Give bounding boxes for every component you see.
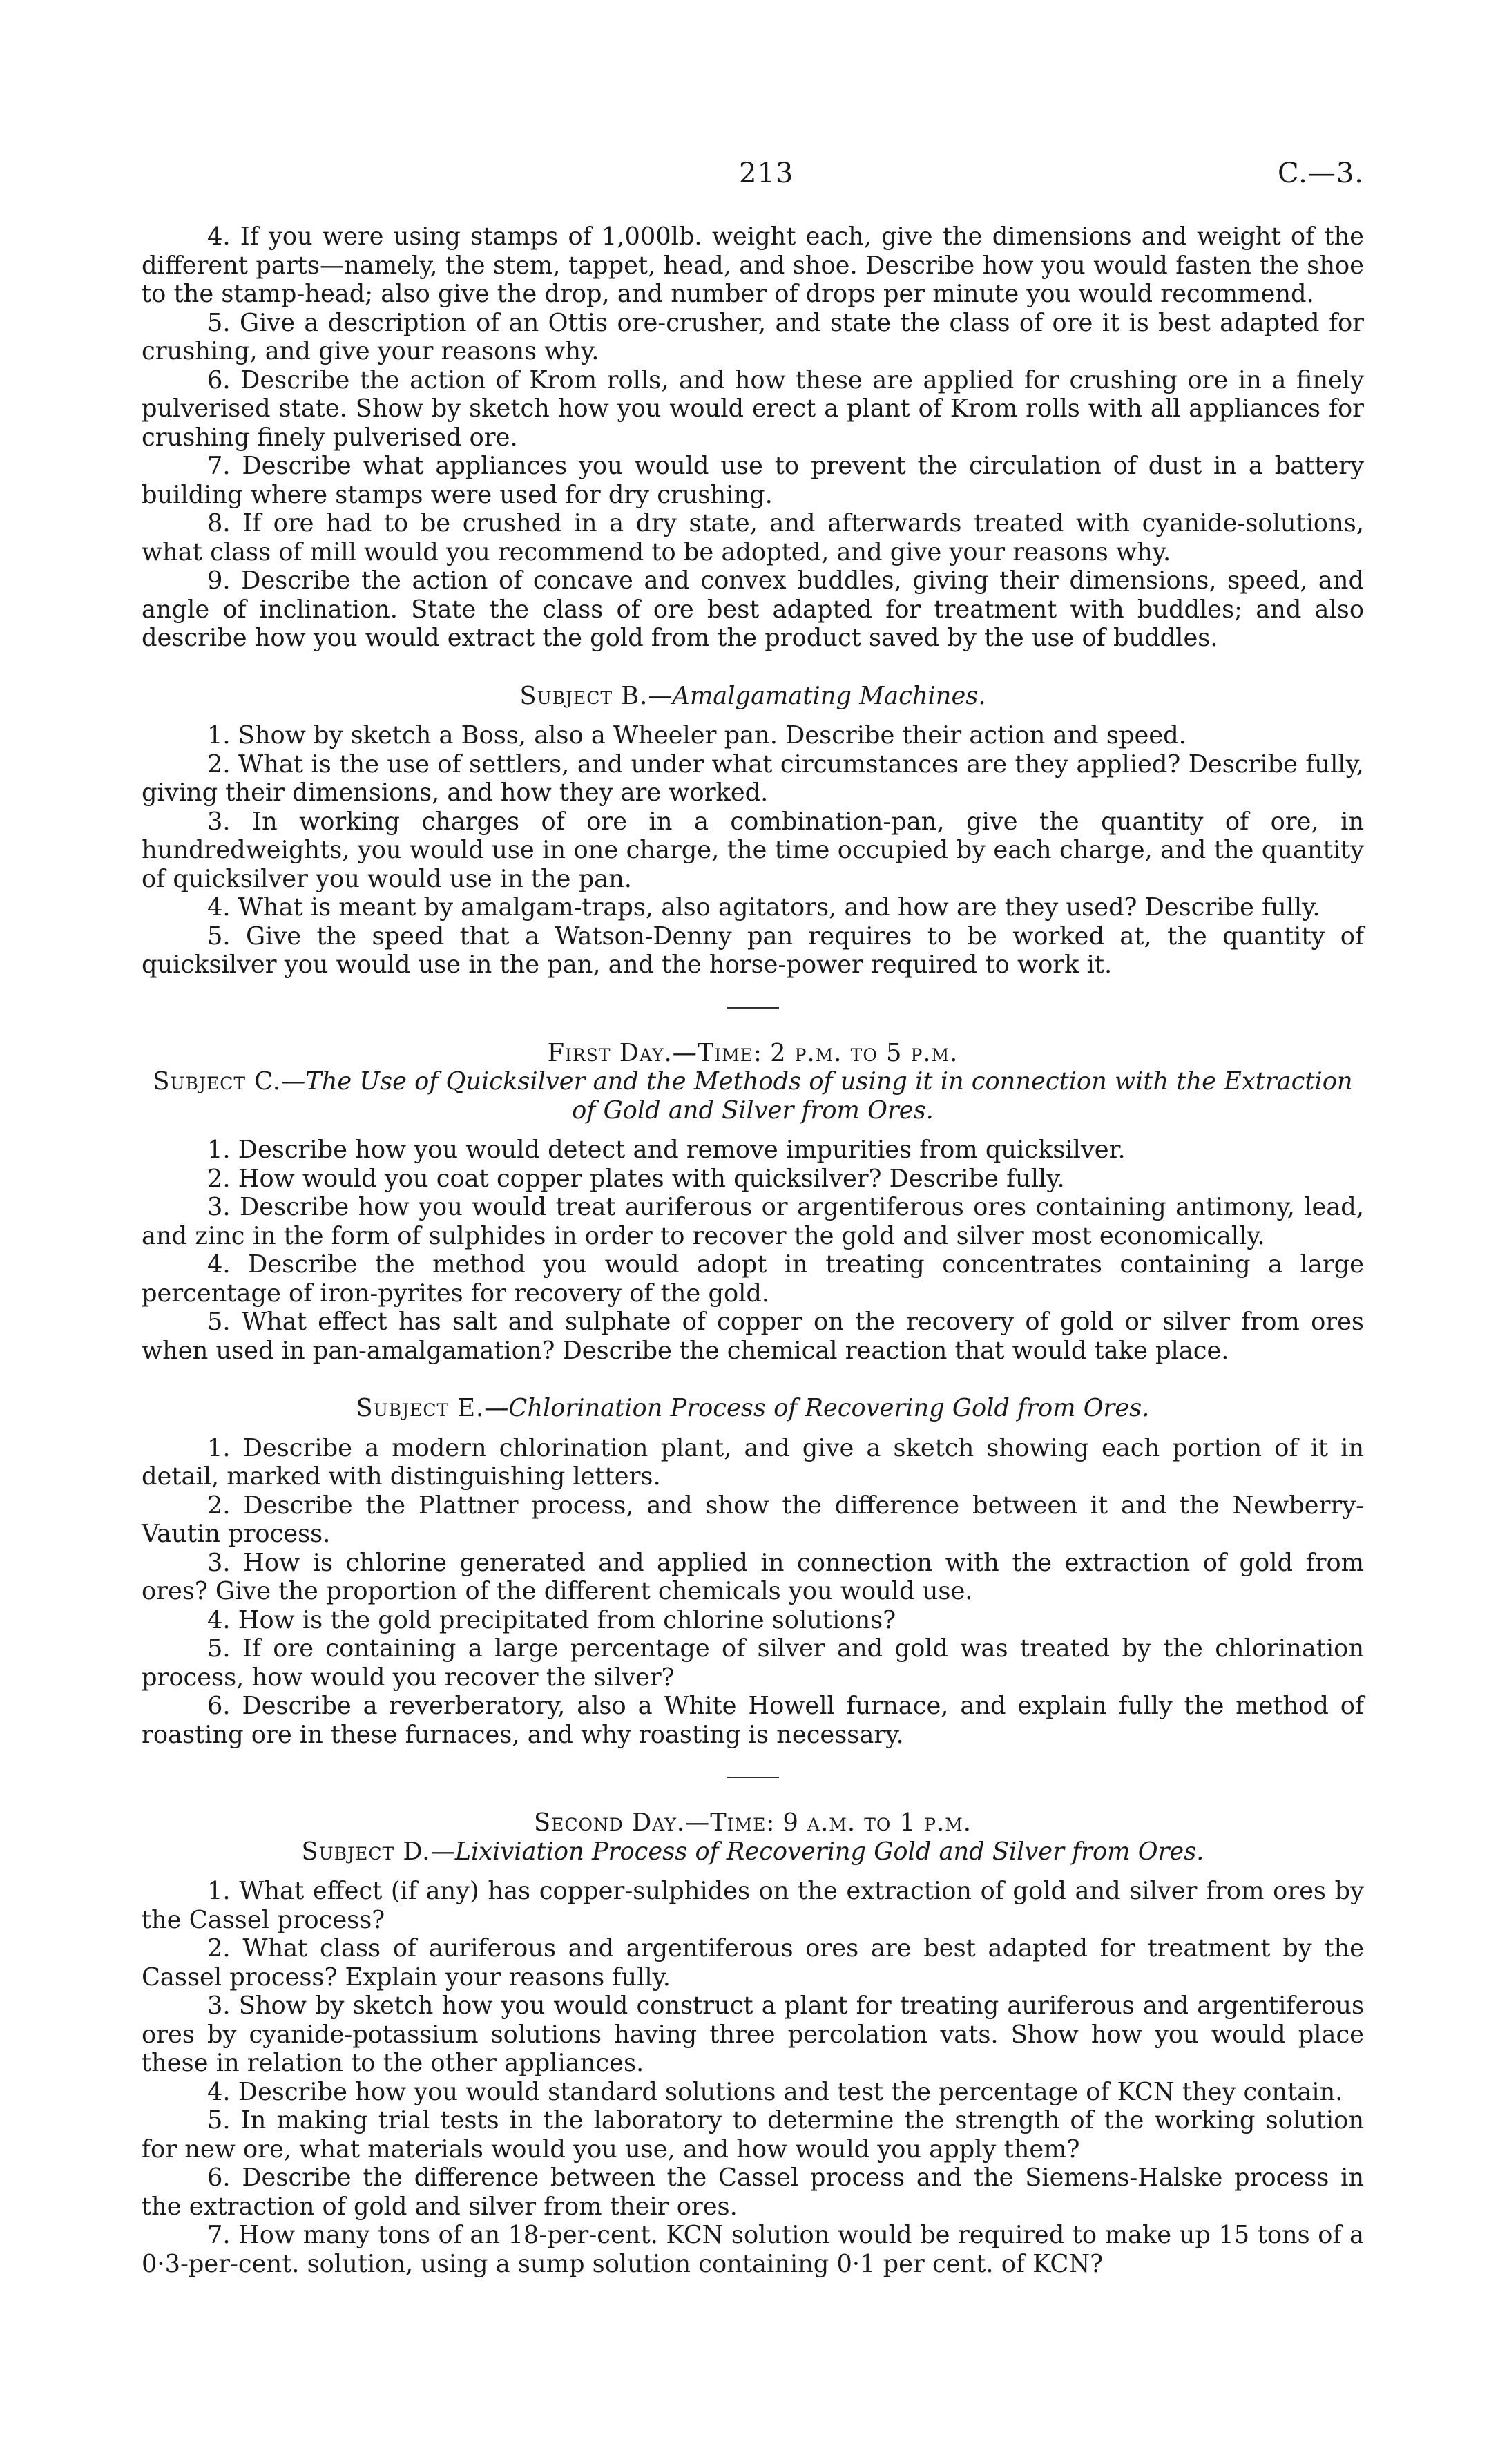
page-number: 213 [739,157,794,189]
subject-e-title: —Chlorination Process of Recovering Gold from Ores. [484,1394,1150,1422]
subject-d-questions [142,1877,1364,2278]
subject-e-questions [142,1434,1364,1750]
first-day-label: First Day.—Time: [547,1038,762,1067]
question: 4. What is meant by amalgam-traps, also agitators, and how are they used? Describe fully. [207,893,1320,921]
subject-e-label: Subject E. [356,1394,485,1422]
question: 6. Describe a reverberatory, also a White Howell furnace, and explain fully the method of roasting ore in these furnaces, and why roasting is necessary. [142,1692,1364,1749]
second-day-time: 9 a.m. to 1 p.m. [782,1808,972,1837]
subject-c-label: Subject C. [153,1067,282,1096]
question: 5. Give the speed that a Watson-Denny pan requires to be worked at, the quantity of quicksilver you would use in the pan, and the horse-power required to work it. [142,921,1364,979]
question: 3. Describe how you would treat auriferous or argentiferous ores containing antimony, lead, and zinc in the form of sulphides in order to recover the gold and silver most economically. [142,1193,1364,1250]
subject-c-heading [142,1067,1364,1125]
question: 1. What effect (if any) has copper-sulphides on the extraction of gold and silver from ores by the Cassel process? [142,1877,1364,1934]
question: 5. What effect has salt and sulphate of copper on the recovery of gold or silver from ores when used in pan-amalgamation? Describe the chemical reaction that would take place. [142,1308,1364,1365]
question: 5. If ore containing a large percentage of silver and gold was treated by the chlorination process, how would you recover the silver? [142,1634,1364,1692]
subject-d-label: Subject D. [301,1837,431,1866]
question: 4. If you were using stamps of 1,000lb. weight each, give the dimensions and weight of the different parts—namely, the stem, tappet, head, and shoe. Describe how you would fasten the shoe to the stamp-head; also give the drop, and number of drops per minute you would recommend. [142,222,1364,308]
question: 5. Give a description of an Ottis ore-crusher, and state the class of ore it is best adapted for crushing, and give your reasons why. [142,308,1364,365]
subject-b-questions [142,721,1364,980]
question: 2. What class of auriferous and argentiferous ores are best adapted for treatment by the Cassel process? Explain your reasons fully. [142,1934,1364,1992]
page-content [142,222,1364,2278]
document-reference: C.—3. [1277,157,1364,189]
question: 4. Describe the method you would adopt in treating concentrates containing a large percentage of iron-pyrites for recovery of the gold. [142,1250,1364,1308]
subject-b-label: Subject B. [519,681,648,710]
subject-e-heading [142,1394,1364,1423]
subject-c-title: —The Use of Quicksilver and the Methods of using it in connection with the Extraction of Gold and Silver from Ores. [281,1067,1353,1125]
question: 9. Describe the action of concave and convex buddles, giving their dimensions, speed, and angle of inclination. State the class of ore best adapted for treatment with buddles; and also describe how you would extract the gold from the product saved by the use of buddles. [142,566,1364,652]
question: 2. What is the use of settlers, and under what circumstances are they applied? Describe fully, giving their dimensions, and how they are worked. [142,749,1364,807]
subject-c-questions [142,1136,1364,1365]
question: 1. Describe how you would detect and remove impurities from quicksilver. [207,1136,1126,1164]
subject-b-heading [142,682,1364,711]
question: 7. Describe what appliances you would use to prevent the circulation of dust in a battery building where stamps were used for dry crushing. [142,452,1364,509]
question: 7. How many tons of an 18-per-cent. KCN solution would be required to make up 15 tons of a 0·3-per-cent. solution, using a sump solution containing 0·1 per cent. of KCN? [142,2221,1364,2278]
question: 6. Describe the action of Krom rolls, and how these are applied for crushing ore in a finely pulverised state. Show by sketch how you would erect a plant of Krom rolls with all appliances for crushing finely pulverised ore. [142,365,1364,452]
question: 4. Describe how you would standard solutions and test the percentage of KCN they contain. [207,2077,1343,2106]
subject-b-title: —Amalgamating Machines. [648,681,986,710]
question: 6. Describe the difference between the Cassel process and the Siemens-Halske process in the extraction of gold and silver from their ores. [142,2164,1364,2221]
second-day-heading [142,1808,1364,1837]
subject-d-title: —Lixiviation Process of Recovering Gold and Silver from Ores. [430,1837,1204,1866]
question: 3. How is chlorine generated and applied in connection with the extraction of gold from ores? Give the proportion of the different chemicals you would use. [142,1548,1364,1605]
first-day-time: 2 p.m. to 5 p.m. [770,1038,959,1067]
question: 8. If ore had to be crushed in a dry state, and afterwards treated with cyanide-solutions, what class of mill would you recommend to be adopted, and give your reasons why. [142,509,1364,566]
section-1-questions [142,222,1364,653]
second-day-label: Second Day.—Time: [534,1808,776,1837]
question: 4. How is the gold precipitated from chlorine solutions? [207,1605,896,1634]
subject-d-heading [142,1837,1364,1866]
question: 1. Describe a modern chlorination plant, and give a sketch showing each portion of it in detail, marked with distinguishing letters. [142,1433,1364,1491]
question: 3. Show by sketch how you would construct a plant for treating auriferous and argentiferous ores by cyanide-potassium solutions having three percolation vats. Show how you would place these in relation to the other appliances. [142,1992,1364,2077]
question: 3. In working charges of ore in a combination-pan, give the quantity of ore, in hundredweights, you would use in one charge, the time occupied by each charge, and the quantity of quicksilver you would use in the pan. [142,807,1364,893]
question: 1. Show by sketch a Boss, also a Wheeler pan. Describe their action and speed. [207,721,1186,749]
question: 5. In making trial tests in the laboratory to determine the strength of the working solution for new ore, what materials would you use, and how would you apply them? [142,2106,1364,2164]
question: 2. Describe the Plattner process, and show the difference between it and the Newberry-Vautin process. [142,1491,1364,1548]
first-day-heading [142,1039,1364,1068]
question: 2. How would you coat copper plates with quicksilver? Describe fully. [207,1164,1065,1193]
